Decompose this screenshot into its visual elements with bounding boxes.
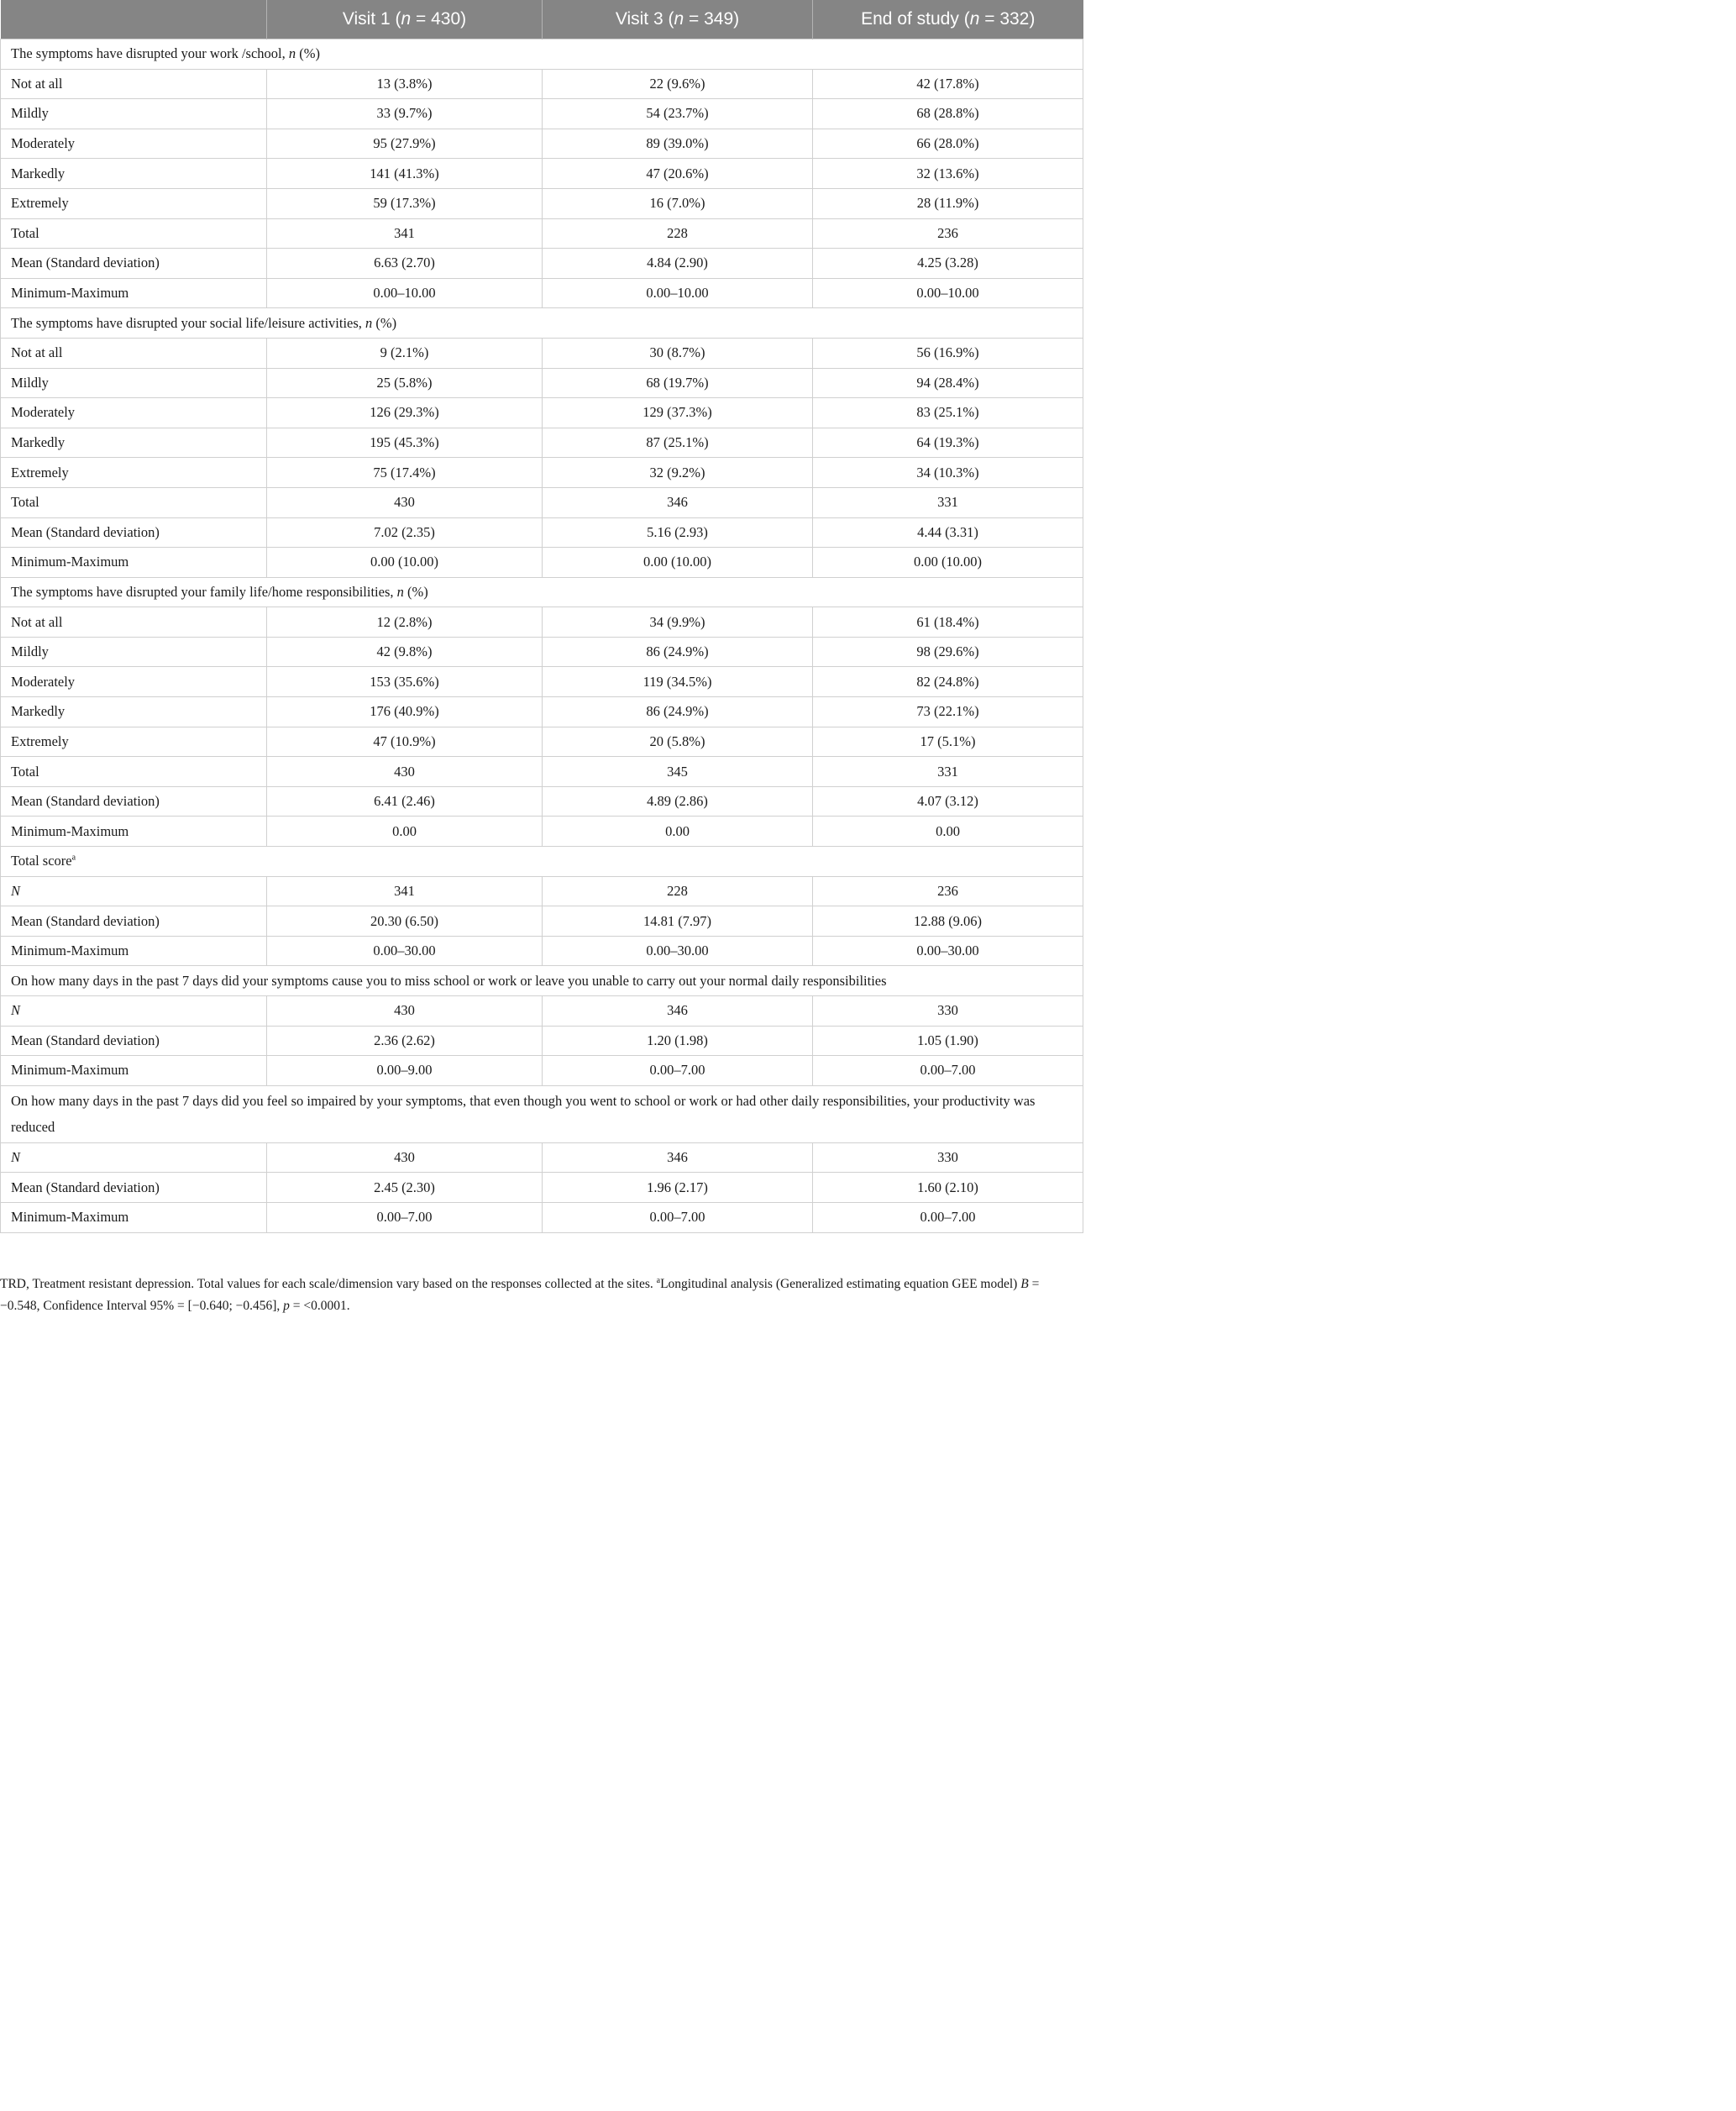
cell-value: 25 (5.8%) (267, 368, 543, 398)
cell-value: 12 (2.8%) (267, 607, 543, 638)
cell-value: 33 (9.7%) (267, 99, 543, 129)
cell-value: 61 (18.4%) (813, 607, 1083, 638)
header-row (1, 0, 1083, 39)
table-row (1, 129, 1083, 159)
cell-value: 330 (813, 1142, 1083, 1173)
cell-value: 82 (24.8%) (813, 667, 1083, 697)
cell-value: 430 (267, 487, 543, 517)
section-header-row (1, 308, 1083, 339)
footnote-text: TRD, Treatment resistant depression. Total values for each scale/dimension vary based on the responses collected at the sites. (0, 1277, 657, 1292)
cell-value: 119 (34.5%) (543, 667, 813, 697)
cell-value: 346 (543, 1142, 813, 1173)
cell-value: 330 (813, 996, 1083, 1027)
cell-value: 345 (543, 757, 813, 787)
cell-value: 17 (5.1%) (813, 727, 1083, 757)
table-row (1, 1173, 1083, 1203)
row-label: N (1, 996, 267, 1027)
table-row (1, 1056, 1083, 1086)
cell-value: 4.84 (2.90) (543, 249, 813, 279)
table-row (1, 786, 1083, 817)
table-row (1, 487, 1083, 517)
header-end-of-study: End of study (n = 332) (813, 0, 1083, 39)
cell-value: 341 (267, 876, 543, 906)
results-table (0, 0, 1083, 1233)
footnote-analysis: Longitudinal analysis (Generalized estimating equation GEE model) B = −0.548, Confidence Interval 95% = [−0.640; −0.456], p = <0.0001. (0, 1277, 1040, 1314)
header-col0 (1, 0, 267, 39)
cell-value: 83 (25.1%) (813, 398, 1083, 428)
cell-value: 9 (2.1%) (267, 338, 543, 368)
cell-value: 47 (20.6%) (543, 159, 813, 189)
table-row (1, 1202, 1083, 1232)
cell-value: 129 (37.3%) (543, 398, 813, 428)
cell-value: 0.00–10.00 (267, 278, 543, 308)
cell-value: 0.00–30.00 (543, 936, 813, 966)
cell-value: 42 (9.8%) (267, 637, 543, 667)
table-body (1, 39, 1083, 1233)
header-visit1: Visit 1 (n = 430) (267, 0, 543, 39)
row-label: Minimum-Maximum (1, 936, 267, 966)
table-row (1, 249, 1083, 279)
cell-value: 0.00 (10.00) (543, 548, 813, 578)
cell-value: 2.36 (2.62) (267, 1026, 543, 1056)
cell-value: 1.05 (1.90) (813, 1026, 1083, 1056)
cell-value: 56 (16.9%) (813, 338, 1083, 368)
table-row (1, 218, 1083, 249)
cell-value: 236 (813, 218, 1083, 249)
table-row (1, 1026, 1083, 1056)
cell-value: 86 (24.9%) (543, 637, 813, 667)
table-row (1, 906, 1083, 937)
row-label: Moderately (1, 398, 267, 428)
section-title: The symptoms have disrupted your family life/home responsibilities, n (%) (1, 577, 1083, 607)
table-row (1, 876, 1083, 906)
row-label: N (1, 876, 267, 906)
row-label: Mean (Standard deviation) (1, 517, 267, 548)
cell-value: 0.00 (10.00) (813, 548, 1083, 578)
cell-value: 5.16 (2.93) (543, 517, 813, 548)
cell-value: 126 (29.3%) (267, 398, 543, 428)
table-row (1, 159, 1083, 189)
row-label: Minimum-Maximum (1, 548, 267, 578)
cell-value: 59 (17.3%) (267, 188, 543, 218)
cell-value: 47 (10.9%) (267, 727, 543, 757)
cell-value: 0.00–30.00 (813, 936, 1083, 966)
cell-value: 30 (8.7%) (543, 338, 813, 368)
cell-value: 14.81 (7.97) (543, 906, 813, 937)
cell-value: 0.00–7.00 (543, 1056, 813, 1086)
cell-value: 4.07 (3.12) (813, 786, 1083, 817)
row-label: Moderately (1, 667, 267, 697)
cell-value: 94 (28.4%) (813, 368, 1083, 398)
table-row (1, 99, 1083, 129)
cell-value: 430 (267, 757, 543, 787)
cell-value: 0.00–10.00 (543, 278, 813, 308)
cell-value: 346 (543, 996, 813, 1027)
cell-value: 6.63 (2.70) (267, 249, 543, 279)
row-label: Minimum-Maximum (1, 1056, 267, 1086)
table-row (1, 1142, 1083, 1173)
cell-value: 12.88 (9.06) (813, 906, 1083, 937)
table-row (1, 278, 1083, 308)
table-row (1, 458, 1083, 488)
cell-value: 153 (35.6%) (267, 667, 543, 697)
header-visit3: Visit 3 (n = 349) (543, 0, 813, 39)
cell-value: 86 (24.9%) (543, 697, 813, 727)
cell-value: 87 (25.1%) (543, 428, 813, 458)
cell-value: 0.00 (10.00) (267, 548, 543, 578)
row-label: Total (1, 218, 267, 249)
row-label: Extremely (1, 727, 267, 757)
cell-value: 1.96 (2.17) (543, 1173, 813, 1203)
cell-value: 0.00–9.00 (267, 1056, 543, 1086)
footnote-marker: a (656, 1276, 661, 1285)
table-row (1, 398, 1083, 428)
table-row (1, 548, 1083, 578)
cell-value: 141 (41.3%) (267, 159, 543, 189)
row-label: Minimum-Maximum (1, 817, 267, 847)
row-label: Total (1, 757, 267, 787)
cell-value: 0.00–7.00 (543, 1202, 813, 1232)
cell-value: 20 (5.8%) (543, 727, 813, 757)
table-row (1, 637, 1083, 667)
row-label: Extremely (1, 188, 267, 218)
table-footnote (0, 1270, 1075, 1317)
cell-value: 13 (3.8%) (267, 69, 543, 99)
cell-value: 32 (13.6%) (813, 159, 1083, 189)
row-label: N (1, 1142, 267, 1173)
cell-value: 68 (19.7%) (543, 368, 813, 398)
cell-value: 7.02 (2.35) (267, 517, 543, 548)
table-row (1, 936, 1083, 966)
section-title: Total score$^a$ (1, 847, 1083, 877)
row-label: Mean (Standard deviation) (1, 786, 267, 817)
row-label: Mildly (1, 99, 267, 129)
cell-value: 34 (9.9%) (543, 607, 813, 638)
cell-value: 16 (7.0%) (543, 188, 813, 218)
cell-value: 430 (267, 996, 543, 1027)
cell-value: 6.41 (2.46) (267, 786, 543, 817)
cell-value: 0.00–7.00 (267, 1202, 543, 1232)
cell-value: 0.00 (267, 817, 543, 847)
cell-value: 331 (813, 757, 1083, 787)
cell-value: 2.45 (2.30) (267, 1173, 543, 1203)
cell-value: 4.44 (3.31) (813, 517, 1083, 548)
cell-value: 331 (813, 487, 1083, 517)
cell-value: 4.89 (2.86) (543, 786, 813, 817)
cell-value: 0.00–7.00 (813, 1202, 1083, 1232)
cell-value: 1.20 (1.98) (543, 1026, 813, 1056)
section-header-row (1, 966, 1083, 996)
cell-value: 75 (17.4%) (267, 458, 543, 488)
cell-value: 228 (543, 876, 813, 906)
cell-value: 34 (10.3%) (813, 458, 1083, 488)
row-label: Markedly (1, 159, 267, 189)
cell-value: 66 (28.0%) (813, 129, 1083, 159)
section-title: On how many days in the past 7 days did your symptoms cause you to miss school or work or leave you unable to carry out your normal daily responsibilities (1, 966, 1083, 996)
row-label: Extremely (1, 458, 267, 488)
cell-value: 73 (22.1%) (813, 697, 1083, 727)
cell-value: 32 (9.2%) (543, 458, 813, 488)
row-label: Markedly (1, 697, 267, 727)
table-row (1, 517, 1083, 548)
cell-value: 54 (23.7%) (543, 99, 813, 129)
cell-value: 1.60 (2.10) (813, 1173, 1083, 1203)
table-row (1, 996, 1083, 1027)
cell-value: 195 (45.3%) (267, 428, 543, 458)
table-row (1, 338, 1083, 368)
row-label: Not at all (1, 338, 267, 368)
cell-value: 95 (27.9%) (267, 129, 543, 159)
row-label: Mean (Standard deviation) (1, 1173, 267, 1203)
cell-value: 28 (11.9%) (813, 188, 1083, 218)
row-label: Moderately (1, 129, 267, 159)
row-label: Not at all (1, 607, 267, 638)
cell-value: 98 (29.6%) (813, 637, 1083, 667)
cell-value: 68 (28.8%) (813, 99, 1083, 129)
row-label: Mean (Standard deviation) (1, 906, 267, 937)
table-row (1, 667, 1083, 697)
cell-value: 0.00 (543, 817, 813, 847)
table-row (1, 757, 1083, 787)
table-row (1, 368, 1083, 398)
cell-value: 228 (543, 218, 813, 249)
row-label: Minimum-Maximum (1, 278, 267, 308)
cell-value: 341 (267, 218, 543, 249)
cell-value: 4.25 (3.28) (813, 249, 1083, 279)
cell-value: 20.30 (6.50) (267, 906, 543, 937)
section-title: On how many days in the past 7 days did you feel so impaired by your symptoms, that even though you went to school or work or had other daily responsibilities, your productivity was reduced (1, 1085, 1083, 1142)
cell-value: 430 (267, 1142, 543, 1173)
table-row (1, 69, 1083, 99)
table-row (1, 428, 1083, 458)
table-row (1, 697, 1083, 727)
cell-value: 0.00–30.00 (267, 936, 543, 966)
row-label: Minimum-Maximum (1, 1202, 267, 1232)
row-label: Mean (Standard deviation) (1, 1026, 267, 1056)
table-row (1, 607, 1083, 638)
section-title: The symptoms have disrupted your work /school, n (%) (1, 39, 1083, 70)
cell-value: 0.00–10.00 (813, 278, 1083, 308)
cell-value: 22 (9.6%) (543, 69, 813, 99)
cell-value: 0.00 (813, 817, 1083, 847)
section-header-row (1, 1085, 1083, 1142)
table-row (1, 817, 1083, 847)
cell-value: 42 (17.8%) (813, 69, 1083, 99)
cell-value: 64 (19.3%) (813, 428, 1083, 458)
row-label: Markedly (1, 428, 267, 458)
cell-value: 89 (39.0%) (543, 129, 813, 159)
row-label: Mildly (1, 368, 267, 398)
cell-value: 176 (40.9%) (267, 697, 543, 727)
row-label: Mildly (1, 637, 267, 667)
row-label: Mean (Standard deviation) (1, 249, 267, 279)
section-header-row (1, 847, 1083, 877)
cell-value: 346 (543, 487, 813, 517)
row-label: Total (1, 487, 267, 517)
row-label: Not at all (1, 69, 267, 99)
table-row (1, 727, 1083, 757)
cell-value: 236 (813, 876, 1083, 906)
section-header-row (1, 39, 1083, 70)
section-header-row (1, 577, 1083, 607)
table-row (1, 188, 1083, 218)
cell-value: 0.00–7.00 (813, 1056, 1083, 1086)
section-title: The symptoms have disrupted your social life/leisure activities, n (%) (1, 308, 1083, 339)
